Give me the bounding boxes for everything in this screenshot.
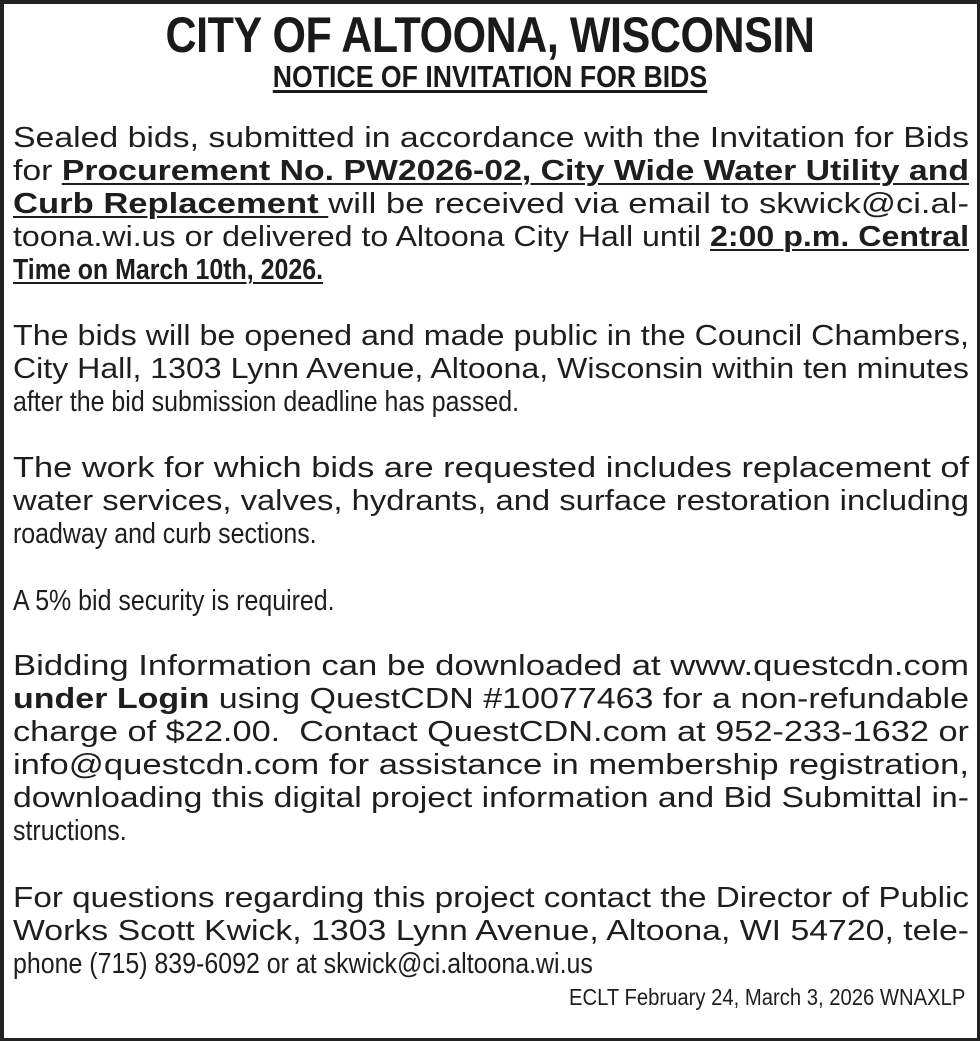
text-segment: downloading this digital project information and Bid Submittal in- xyxy=(13,782,969,814)
text-line-content xyxy=(13,782,969,815)
text-segment: will be received via email to skwick@ci.al- xyxy=(328,188,969,220)
notice-title: CITY OF ALTOONA, WISCONSIN xyxy=(165,7,815,63)
text-line-content xyxy=(13,221,969,254)
text-line-content xyxy=(13,452,969,485)
text-line-content xyxy=(13,915,969,948)
text-line xyxy=(13,320,969,353)
text-segment: The work for which bids are requested includes replacement of xyxy=(13,452,970,484)
text-line xyxy=(13,122,969,155)
text-segment: City Hall, 1303 Lynn Avenue, Altoona, Wisconsin within ten minutes xyxy=(13,353,969,385)
text-line xyxy=(13,386,969,419)
text-line xyxy=(13,749,969,782)
text-line xyxy=(13,782,969,815)
text-line-content xyxy=(13,353,969,386)
text-line xyxy=(13,882,969,915)
text-line xyxy=(13,585,969,618)
text-line xyxy=(13,155,969,188)
text-line-content xyxy=(13,650,969,683)
bidding-info-paragraph xyxy=(13,650,969,848)
text-line-content xyxy=(13,518,317,551)
text-line-content xyxy=(13,585,335,618)
text-line xyxy=(13,518,969,551)
text-segment: A 5% bid security is required. xyxy=(13,585,335,617)
text-segment: Sealed bids, submitted in accordance with the Invitation for Bids xyxy=(13,122,969,154)
text-line xyxy=(13,254,969,287)
submission-paragraph xyxy=(13,122,969,287)
text-line-content xyxy=(13,882,969,915)
contact-paragraph xyxy=(13,882,969,981)
text-line-content xyxy=(13,254,323,287)
text-segment: Works Scott Kwick, 1303 Lynn Avenue, Altoona, WI 54720, tele- xyxy=(13,915,970,947)
text-segment: for xyxy=(13,155,62,187)
text-line xyxy=(13,716,969,749)
publication-footer: ECLT February 24, March 3, 2026 WNAXLP xyxy=(568,984,965,1010)
text-line-content xyxy=(13,188,969,221)
text-segment: toona.wi.us or delivered to Altoona City Hall until xyxy=(13,221,710,253)
text-line-content xyxy=(13,716,969,749)
security-paragraph xyxy=(13,585,969,618)
text-line xyxy=(13,452,969,485)
text-line-content xyxy=(13,749,969,782)
text-line xyxy=(13,650,969,683)
emphasized-text: Curb Replacement xyxy=(13,188,329,220)
text-segment: water services, valves, hydrants, and surface restoration including xyxy=(13,485,970,517)
notice-subtitle-text: NOTICE OF INVITATION FOR BIDS xyxy=(272,59,708,94)
text-line xyxy=(13,221,969,254)
text-segment: For questions regarding this project contact the Director of Public xyxy=(13,882,970,914)
text-line-content xyxy=(13,386,519,419)
text-segment: charge of $22.00. Contact QuestCDN.com at 952-233-1632 or xyxy=(13,716,969,748)
text-line-content xyxy=(13,485,969,518)
text-segment: info@questcdn.com for assistance in membership registration, xyxy=(13,749,969,781)
emphasized-text: 2:00 p.m. Central xyxy=(709,221,970,253)
text-line xyxy=(13,188,969,221)
emphasized-text: under Login xyxy=(13,683,210,715)
text-line-content xyxy=(13,122,969,155)
text-line xyxy=(13,683,969,716)
text-line xyxy=(13,915,969,948)
text-line-content xyxy=(13,683,969,716)
text-segment: using QuestCDN #10077463 for a non-refundable xyxy=(209,683,970,715)
emphasized-text: Time on March 10th, 2026. xyxy=(13,254,324,286)
text-line-content xyxy=(13,948,593,981)
text-line xyxy=(13,948,969,981)
notice-subtitle xyxy=(72,60,908,94)
text-segment: roadway and curb sections. xyxy=(13,518,317,550)
text-line xyxy=(13,815,969,848)
text-line-content xyxy=(13,320,969,353)
text-segment: phone (715) 839-6092 or at skwick@ci.altoona.wi.us xyxy=(13,948,593,980)
text-line-content xyxy=(13,155,969,188)
opening-paragraph xyxy=(13,320,969,419)
scope-paragraph xyxy=(13,452,969,551)
text-segment: after the bid submission deadline has passed. xyxy=(13,386,520,418)
text-segment: Bidding Information can be downloaded at www.questcdn.com xyxy=(13,650,970,682)
text-line xyxy=(13,485,969,518)
text-segment: The bids will be opened and made public in the Council Chambers, xyxy=(13,320,969,352)
emphasized-text: Procurement No. PW2026-02, City Wide Water Utility and xyxy=(61,155,970,187)
text-line xyxy=(13,353,969,386)
text-segment: structions. xyxy=(13,815,127,847)
text-line-content xyxy=(13,815,127,848)
